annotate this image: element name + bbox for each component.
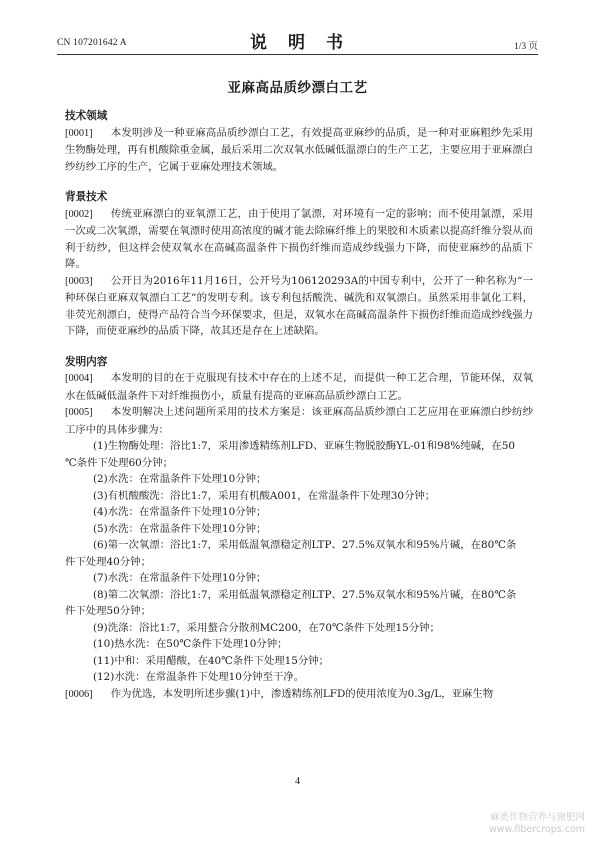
paragraph-0005 <box>65 404 533 438</box>
process-steps <box>65 438 533 686</box>
publication-number: CN 107201642 A <box>57 38 127 48</box>
process-step: (6)第一次氧漂：浴比1:7，采用低温氧漂稳定剂LTP、27.5%双氧水和95%片碱，在80℃条 <box>93 539 517 551</box>
document-type: 说 明 书 <box>250 33 345 53</box>
section-heading-tech-field: 技术领域 <box>65 110 108 122</box>
paragraph-0006 <box>65 686 533 704</box>
watermark-site-name: 麻类作物营养与施肥网 <box>489 812 585 823</box>
paragraph-text: 本发明的目的在于克服现有技术中存在的上述不足，而提供一种工艺合理，节能环保，双氧水在低碱低温条件下对纤维损伤小，质量有提高的亚麻高品质纱漂白工艺。 <box>65 372 533 402</box>
process-step-continuation: ℃条件下处理60分钟； <box>65 456 173 469</box>
section-heading-invention: 发明内容 <box>65 355 108 368</box>
paragraph-number: [0001] <box>65 127 93 139</box>
paragraph-text: 传统亚麻漂白的亚氧漂工艺，由于使用了氯漂，对环境有一定的影响；而不使用氯漂，采用一次或二次氧漂，需要在氧漂时使用高浓度的碱才能去除麻纤维上的果胶和木质素以提高纤维分裂从而利于纺纱，但这样会使双氧水在高碱高温条件下损伤纤维而造成纱线强力下降，而使亚麻纱的品质下降。 <box>65 207 533 270</box>
process-step: (8)第二次氧漂：浴比1:7，采用低温氧漂稳定剂LTP、27.5%双氧水和95%片碱，在80℃条 <box>93 588 517 601</box>
process-step: (4)水洗：在常温条件下处理10分钟； <box>93 506 267 518</box>
paragraph-0001 <box>65 125 533 176</box>
paragraph-number: [0003] <box>65 275 93 287</box>
paragraph-0002 <box>65 206 533 273</box>
process-step-continuation: 件下处理40分钟； <box>65 555 151 568</box>
process-step: (3)有机酸酸洗：浴比1:7，采用有机酸A001，在常温条件下处理30分钟； <box>93 489 436 502</box>
process-step: (5)水洗：在常温条件下处理10分钟； <box>93 522 267 535</box>
process-step: (11)中和：采用醋酸，在40℃条件下处理15分钟； <box>93 654 330 667</box>
paragraph-number: [0004] <box>65 373 93 384</box>
watermark-url: www.fibercrops.com <box>488 824 585 835</box>
paragraph-number: [0002] <box>65 208 93 220</box>
watermark <box>489 812 585 836</box>
paragraph-0004 <box>65 370 533 404</box>
process-step-continuation: 件下处理50分钟； <box>65 605 151 617</box>
document-body <box>65 108 533 703</box>
section-heading-background: 背景技术 <box>65 191 108 203</box>
process-step: (7)水洗：在常温条件下处理10分钟； <box>93 572 267 584</box>
document-title: 亚麻高品质纱漂白工艺 <box>227 80 368 96</box>
paragraph-text: 本发明解决上述问题所采用的技术方案是：该亚麻高品质纱漂白工艺应用在亚麻漂白纱纺纱工序中的具体步骤为： <box>65 406 533 436</box>
paragraph-0003 <box>65 273 533 340</box>
page-header <box>0 0 595 56</box>
paragraph-text: 作为优选，本发明所述步骤(1)中，渗透精练剂LFD的使用浓度为0.3g/L，亚麻生物 <box>110 687 494 700</box>
process-step: (9)洗涤：浴比1:7，采用螯合分散剂MC200，在70℃条件下处理15分钟； <box>93 621 440 634</box>
header-rule <box>57 54 538 55</box>
process-step: (2)水洗：在常温条件下处理10分钟； <box>93 473 267 485</box>
paragraph-number: [0006] <box>65 688 93 700</box>
process-step: (12)水洗：在常温条件下处理10分钟至干净。 <box>93 671 305 683</box>
process-step: (10)热水洗：在50℃条件下处理10分钟； <box>93 638 288 650</box>
page-number: 4 <box>295 776 300 787</box>
page-indicator: 1/3 页 <box>513 42 538 52</box>
step-text: (1)生物酶处理：浴比1:7，采用渗透精练剂LFD、亚麻生物脱胶酶YL-01和98%纯碱，在50 <box>93 440 516 452</box>
paragraph-number: [0005] <box>65 407 93 418</box>
paragraph-text: 本发明涉及一种亚麻高品质纱漂白工艺，有效提高亚麻纱的品质，是一种对亚麻粗纱先采用生物酶处理，再有机酸除重金属，最后采用二次双氧水低碱低温漂白的生产工艺，主要应用于亚麻漂白纱纺纱工序的生产，它属于亚麻处理技术领域。 <box>65 126 533 173</box>
process-step <box>65 438 533 455</box>
paragraph-text: 公开日为2016年11月16日，公开号为106120293A的中国专利中，公开了一种名称为“一种环保白亚麻双氧漂白工艺”的发明专利。该专利包括酸洗、碱洗和双氧漂白。虽然采用非氯化工料，非荧光剂漂白，使得产品符合当今环保要求，但是，双氧水在高碱高温条件下损伤纤维而造成纱线强力下降，而使亚麻纱的品质下降，故其还是存在上述缺陷。 <box>65 274 533 337</box>
